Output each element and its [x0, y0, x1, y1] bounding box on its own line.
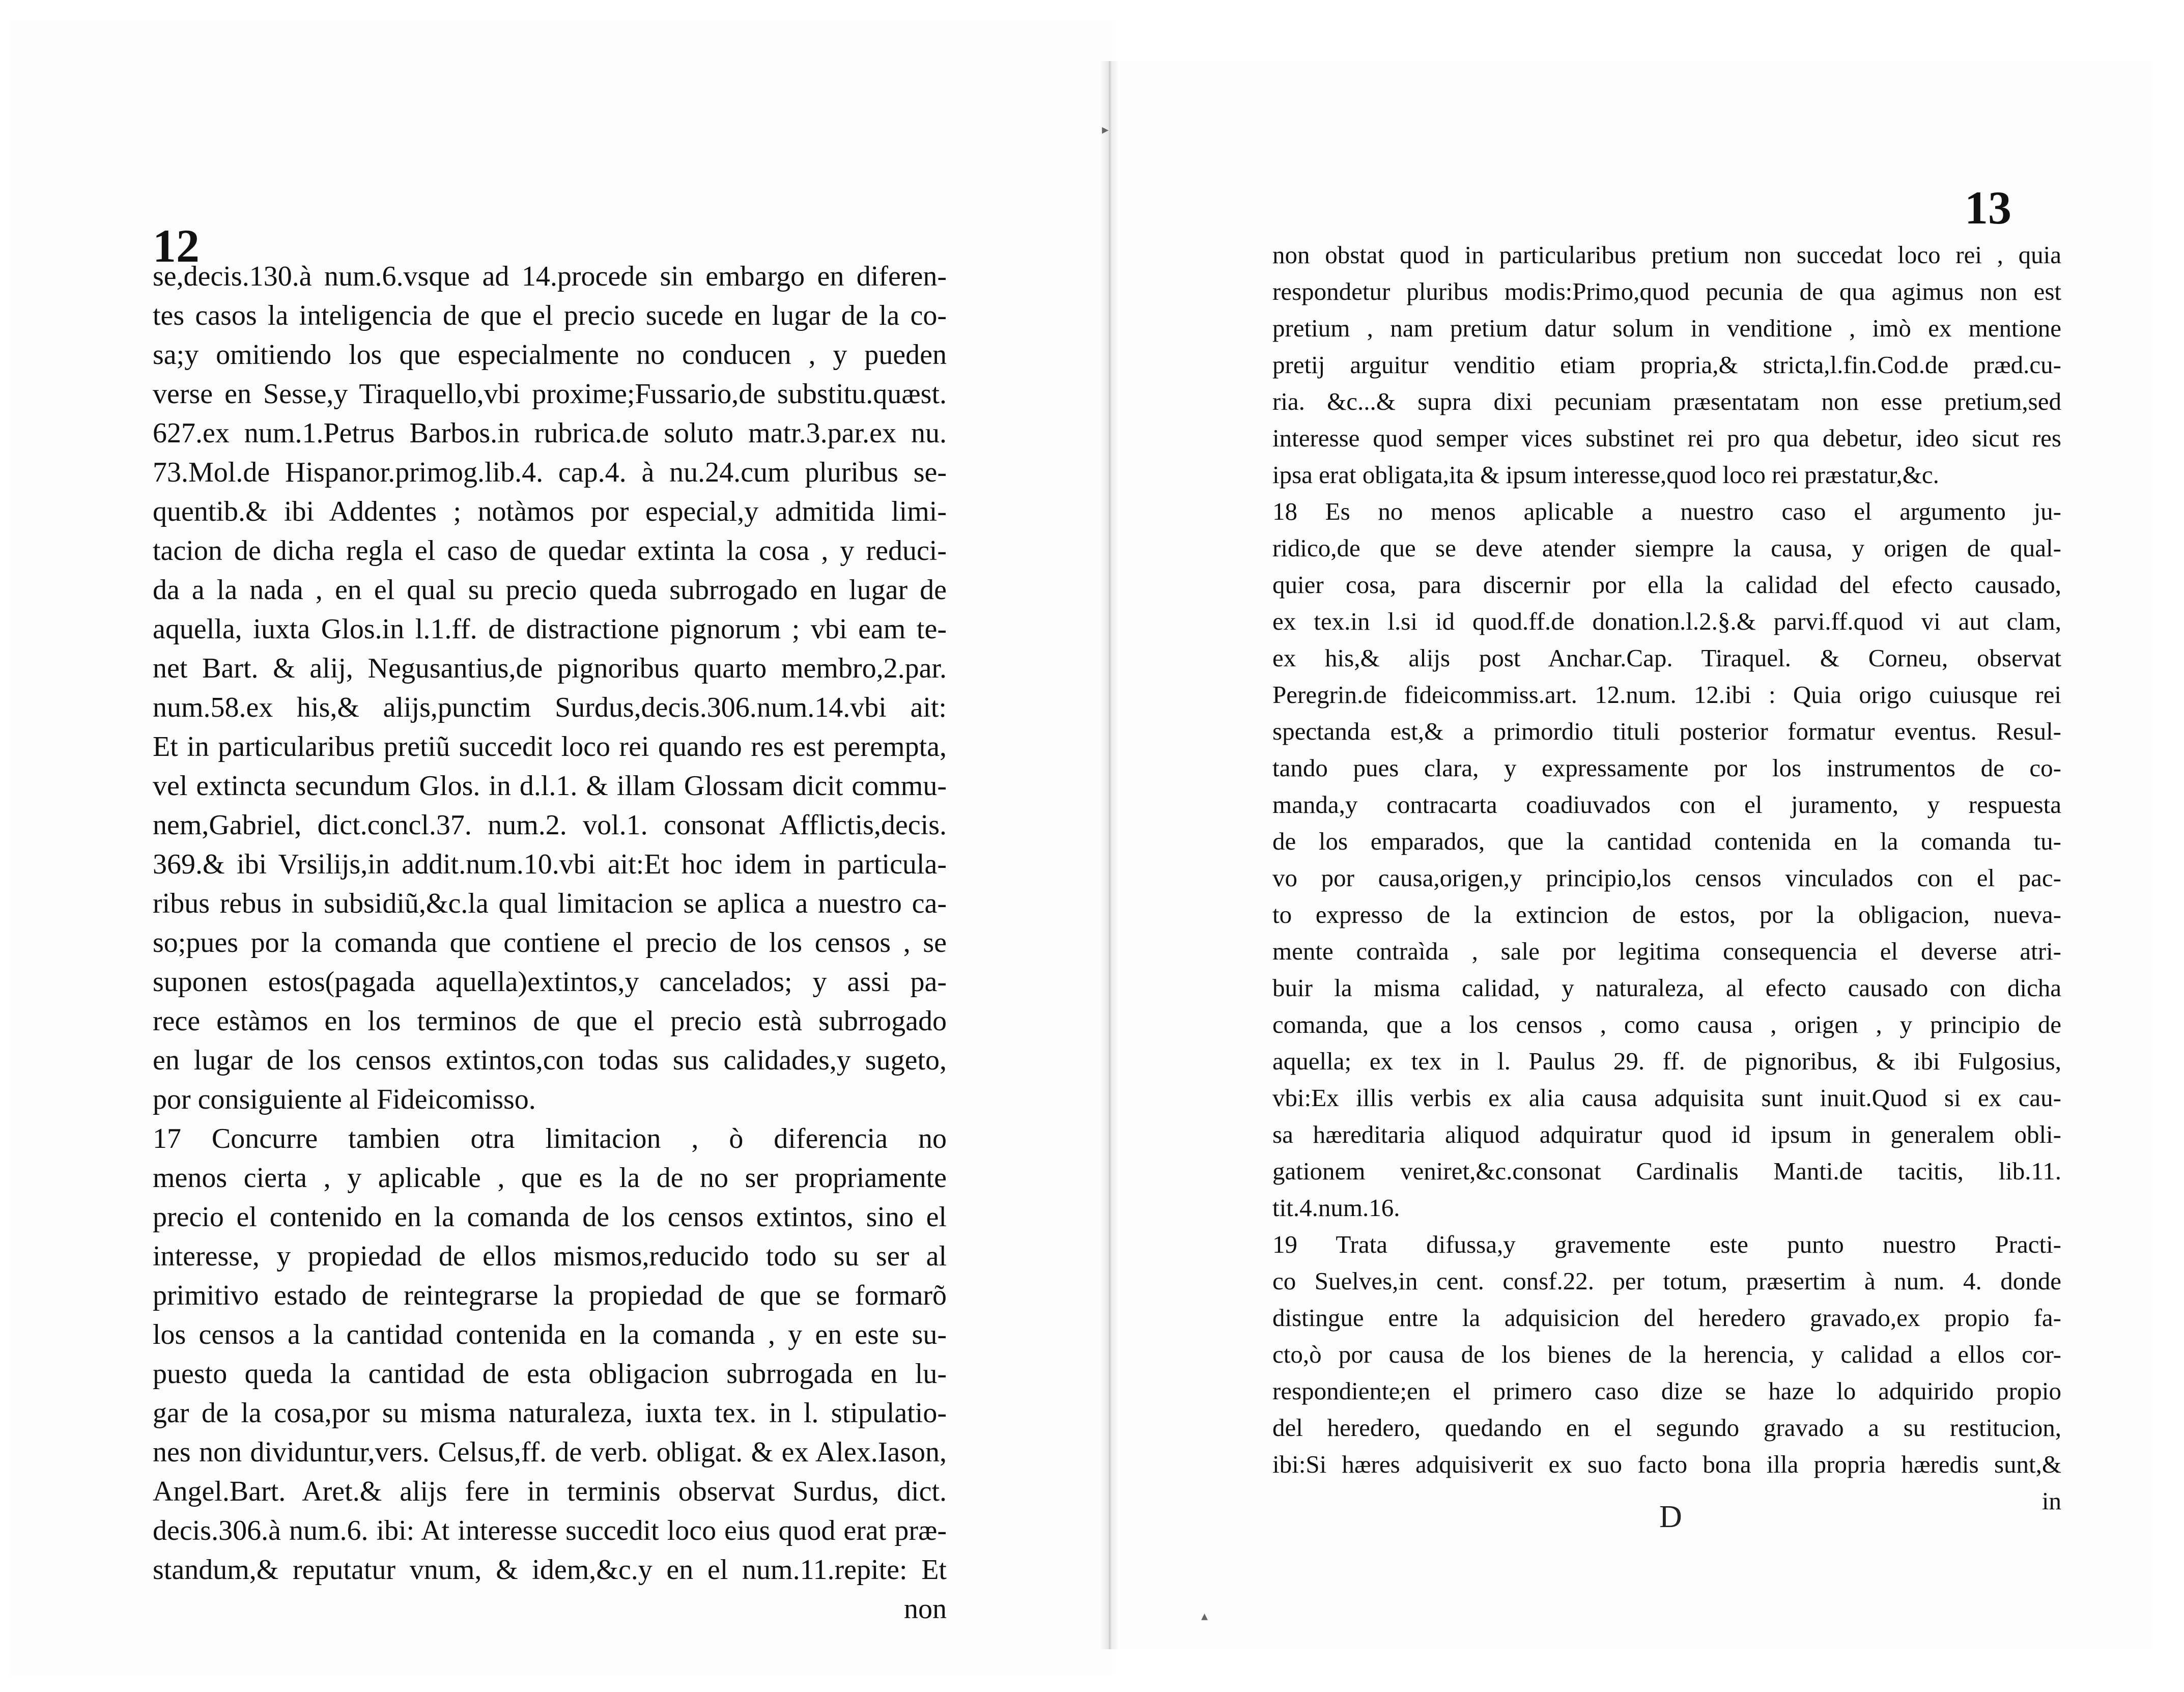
right-page-number: 13	[1965, 182, 2011, 234]
text-line: ridico,de que se deve atender siempre la causa, y origen de qual-	[1272, 534, 2061, 562]
text-line: aquella, iuxta Glos.in l.1.ff. de distractione pignorum ; vbi eam te-	[153, 613, 947, 645]
text-line: ria. &c...& supra dixi pecuniam præsentatam non esse pretium,sed	[1272, 387, 2061, 415]
text-line: so;pues por la comanda que contiene el precio de los censos , se	[153, 927, 947, 958]
text-line: non obstat quod in particularibus pretium non succedat loco rei , quia	[1272, 241, 2061, 269]
left-page-number: 12	[153, 220, 200, 272]
text-line: interesse, y propiedad de ellos mismos,reducido todo su ser al	[153, 1240, 947, 1272]
gutter-mark: ▴	[1201, 1609, 1208, 1624]
text-line: 627.ex num.1.Petrus Barbos.in rubrica.de soluto matr.3.par.ex nu.	[153, 417, 947, 449]
text-line: puesto queda la cantidad de esta obligacion subrrogada en lu-	[153, 1358, 947, 1390]
text-line: respondetur pluribus modis:Primo,quod pecunia de qua agimus non est	[1272, 277, 2061, 305]
text-line: ex tex.in l.si id quod.ff.de donation.l.2.§.& parvi.ff.quod vi aut clam,	[1272, 607, 2061, 635]
text-line: rece estàmos en los terminos de que el precio està subrrogado	[153, 1005, 947, 1037]
text-line: verse en Sesse,y Tiraquello,vbi proxime;Fussario,de substitu.quæst.	[153, 378, 947, 410]
text-line: aquella; ex tex in l. Paulus 29. ff. de pignoribus, & ibi Fulgosius,	[1272, 1047, 2061, 1075]
text-line: respondiente;en el primero caso dize se haze lo adquirido propio	[1272, 1377, 2061, 1405]
text-line: comanda, que a los censos , como causa , origen , y principio de	[1272, 1010, 2061, 1038]
text-line: vbi:Ex illis verbis ex alia causa adquisita sunt inuit.Quod si ex cau-	[1272, 1084, 2061, 1112]
text-line: buir la misma calidad, y naturaleza, al efecto causado con dicha	[1272, 974, 2061, 1002]
text-line: tando pues clara, y expressamente por los instrumentos de co-	[1272, 754, 2061, 782]
text-line: manda,y contracarta coadiuvados con el juramento, y respuesta	[1272, 791, 2061, 819]
gutter-mark: ▸	[1102, 122, 1109, 137]
text-line: tes casos la inteligencia de que el precio sucede en lugar de la co-	[153, 300, 947, 331]
text-line: quentib.& ibi Addentes ; notàmos por especial,y admitida limi-	[153, 496, 947, 527]
text-line: 369.& ibi Vrsilijs,in addit.num.10.vbi ait:Et hoc idem in particula-	[153, 849, 947, 880]
text-line: Angel.Bart. Aret.& alijs fere in terminis observat Surdus, dict.	[153, 1476, 947, 1507]
text-line: Et in particularibus pretiũ succedit loco rei quando res est perempta,	[153, 731, 947, 763]
text-line: nes non dividuntur,vers. Celsus,ff. de verb. obligat. & ex Alex.Iason,	[153, 1436, 947, 1468]
signature-mark: D	[1659, 1500, 1682, 1534]
text-line: 18 Es no menos aplicable a nuestro caso el argumento ju-	[1272, 497, 2061, 525]
text-line: vel extincta secundum Glos. in d.l.1. & illam Glossam dicit commu-	[153, 770, 947, 802]
text-line: los censos a la cantidad contenida en la comanda , y en este su-	[153, 1319, 947, 1350]
text-line: primitivo estado de reintegrarse la propiedad de que se formarõ	[153, 1280, 947, 1311]
text-line: 17 Concurre tambien otra limitacion , ò diferencia no	[153, 1123, 947, 1154]
text-line: 19 Trata difussa,y gravemente este punto nuestro Practi-	[1272, 1230, 2061, 1258]
text-line: se,decis.130.à num.6.vsque ad 14.procede sin embargo en diferen-	[153, 261, 947, 292]
text-line: distingue entre la adquisicion del heredero gravado,ex propio fa-	[1272, 1304, 2061, 1332]
text-line: pretij arguitur venditio etiam propria,& stricta,l.fin.Cod.de præd.cu-	[1272, 351, 2061, 379]
text-line: mente contraìda , sale por legitima consequencia el deverse atri-	[1272, 937, 2061, 965]
text-line: tacion de dicha regla el caso de quedar extinta la cosa , y reduci-	[153, 535, 947, 567]
text-line: ribus rebus in subsidiũ,&c.la qual limitacion se aplica a nuestro ca-	[153, 888, 947, 919]
text-line: por consiguiente al Fideicomisso.	[153, 1084, 536, 1115]
text-line: del heredero, quedando en el segundo gravado a su restitucion,	[1272, 1414, 2061, 1442]
text-line: Peregrin.de fideicommiss.art. 12.num. 12.ibi : Quia origo cuiusque rei	[1272, 681, 2061, 709]
text-line: gationem veniret,&c.consonat Cardinalis Manti.de tacitis, lib.11.	[1272, 1157, 2061, 1185]
page-gutter	[1099, 61, 1120, 1649]
text-line: pretium , nam pretium datur solum in venditione , imò ex mentione	[1272, 314, 2061, 342]
text-line: sa hæreditaria aliquod adquiratur quod id ipsum in generalem obli-	[1272, 1120, 2061, 1148]
text-line: en lugar de los censos extintos,con todas sus calidades,y sugeto,	[153, 1045, 947, 1076]
text-line: precio el contenido en la comanda de los censos extintos, sino el	[153, 1201, 947, 1233]
text-line: suponen estos(pagada aquella)extintos,y cancelados; y assi pa-	[153, 966, 947, 998]
text-line: ipsa erat obligata,ita & ipsum interesse,quod loco rei præstatur,&c.	[1272, 461, 1939, 489]
text-line: vo por causa,origen,y principio,los censos vinculados con el pac-	[1272, 864, 2061, 892]
text-line: da a la nada , en el qual su precio queda subrrogado en lugar de	[153, 574, 947, 606]
text-line: standum,& reputatur vnum, & idem,&c.y en el num.11.repite: Et	[153, 1554, 947, 1586]
text-line: to expresso de la extincion de estos, por la obligacion, nueva-	[1272, 900, 2061, 928]
text-line: spectanda est,& a primordio tituli posterior formatur eventus. Resul-	[1272, 717, 2061, 745]
text-line: menos cierta , y aplicable , que es la de no ser propriamente	[153, 1162, 947, 1194]
text-line: co Suelves,in cent. consf.22. per totum, præsertim à num. 4. donde	[1272, 1267, 2061, 1295]
text-line: ibi:Si hæres adquisiverit ex suo facto bona illa propria hæredis sunt,&	[1272, 1450, 2061, 1478]
text-line: sa;y omitiendo los que especialmente no conducen , y pueden	[153, 339, 947, 371]
text-line: decis.306.à num.6. ibi: At interesse succedit loco eius quod erat præ-	[153, 1515, 947, 1546]
text-line: gar de la cosa,por su misma naturaleza, iuxta tex. in l. stipulatio-	[153, 1397, 947, 1429]
text-line: non	[904, 1593, 947, 1625]
left-page-text	[153, 257, 947, 1629]
text-line: net Bart. & alij, Negusantius,de pignoribus quarto membro,2.par.	[153, 653, 947, 684]
text-line: num.58.ex his,& alijs,punctim Surdus,decis.306.num.14.vbi ait:	[153, 692, 947, 723]
text-line: nem,Gabriel, dict.concl.37. num.2. vol.1. consonat Afflictis,decis.	[153, 809, 947, 841]
text-line: quier cosa, para discernir por ella la calidad del efecto causado,	[1272, 571, 2061, 599]
text-line: interesse quod semper vices substinet rei pro qua debetur, ideo sicut res	[1272, 424, 2061, 452]
text-line: in	[2041, 1487, 2061, 1515]
text-line: tit.4.num.16.	[1272, 1194, 1400, 1222]
text-line: cto,ò por causa de los bienes de la herencia, y calidad a ellos cor-	[1272, 1340, 2061, 1368]
text-line: de los emparados, que la cantidad contenida en la comanda tu-	[1272, 827, 2061, 855]
text-line: 73.Mol.de Hispanor.primog.lib.4. cap.4. à nu.24.cum pluribus se-	[153, 457, 947, 488]
right-page-text	[1272, 237, 2061, 1519]
text-line: ex his,& alijs post Anchar.Cap. Tiraquel. & Corneu, observat	[1272, 644, 2061, 672]
